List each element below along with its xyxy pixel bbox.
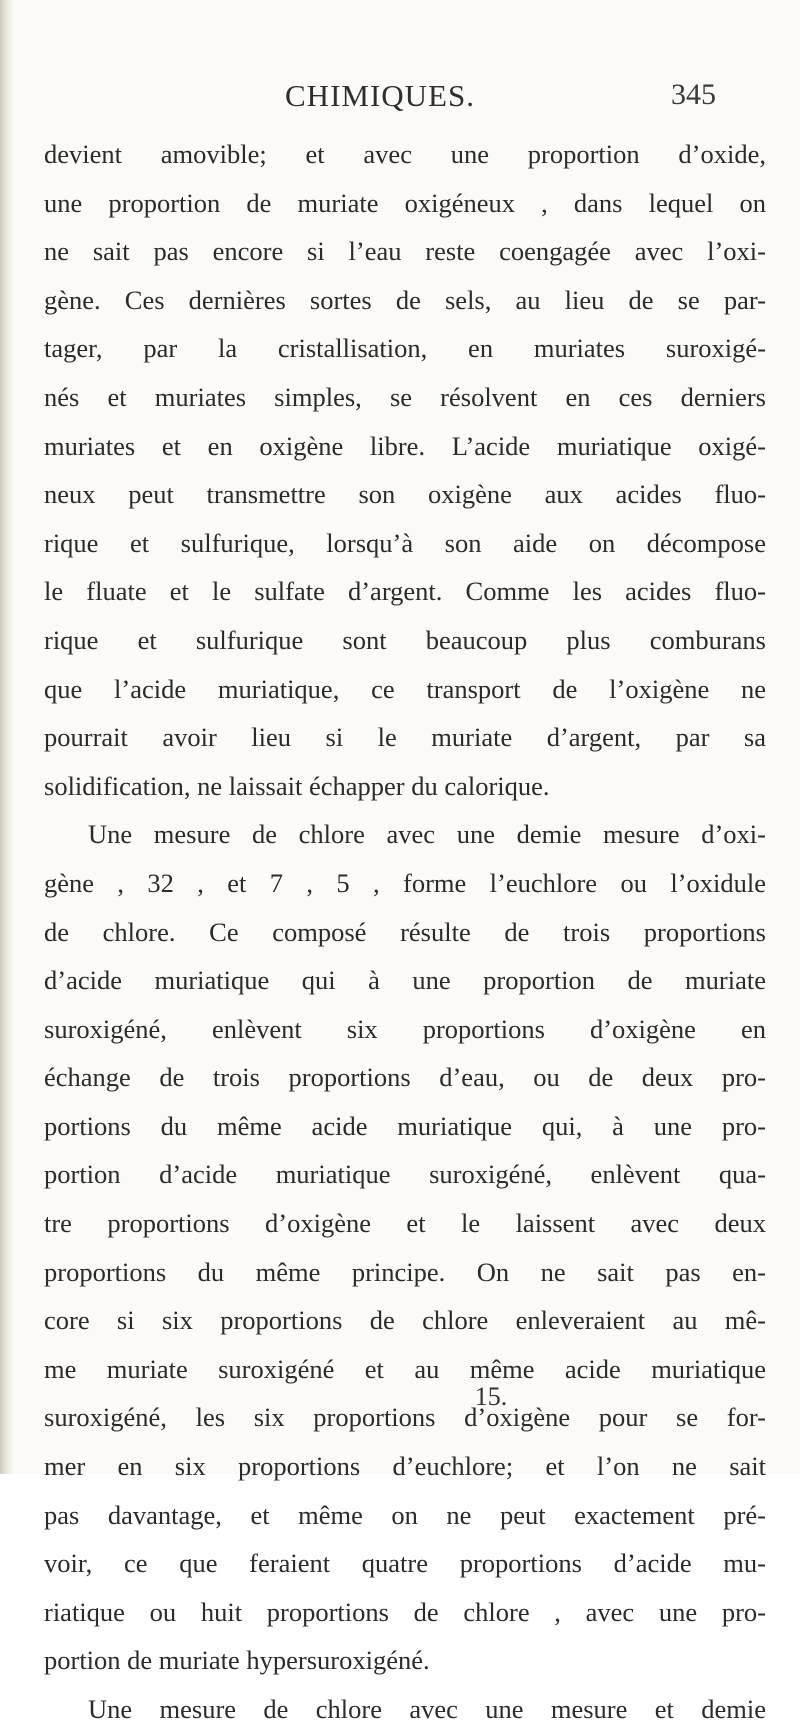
text-line: portion d’acide muriatique suroxigéné, enlèvent qua- (44, 1159, 766, 1190)
text-line: portions du même acide muriatique qui, à une pro- (44, 1110, 766, 1141)
text-line: gène. Ces dernières sortes de sels, au lieu de se par- (44, 284, 766, 315)
text-line: tre proportions d’oxigène et le laissent avec deux (44, 1208, 766, 1239)
text-line: de chlore. Ce composé résulte de trois proportions (44, 916, 766, 947)
text-line: ne sait pas encore si l’eau reste coengagée avec l’oxi- (44, 236, 766, 267)
text-line: mer en six proportions d’euchlore; et l’on ne sait (44, 1451, 766, 1482)
text-line: une proportion de muriate oxigéneux , dans lequel on (44, 187, 766, 218)
page-gutter-shadow (0, 0, 14, 1474)
text-line: Une mesure de chlore avec une mesure et demie (88, 1694, 766, 1724)
text-line: muriates et en oxigène libre. L’acide muriatique oxigé- (44, 430, 766, 461)
text-line: pourrait avoir lieu si le muriate d’argent, par sa (44, 722, 766, 753)
text-line: d’acide muriatique qui à une proportion de muriate (44, 965, 766, 996)
text-line: tager, par la cristallisation, en muriates suroxigé- (44, 333, 766, 364)
text-line: riatique ou huit proportions de chlore , avec une pro- (44, 1596, 766, 1627)
text-line: nés et muriates simples, se résolvent en ces derniers (44, 381, 766, 412)
running-head (0, 78, 800, 118)
text-line: voir, ce que feraient quatre proportions d’acide mu- (44, 1548, 766, 1579)
text-line: core si six proportions de chlore enleveraient au mê- (44, 1305, 766, 1336)
text-line: pas davantage, et même on ne peut exactement pré- (44, 1499, 766, 1530)
text-line: portion de muriate hypersuroxigéné. (44, 1645, 430, 1676)
text-line: suroxigéné, enlèvent six proportions d’oxigène en (44, 1013, 766, 1044)
text-line: me muriate suroxigéné et au même acide muriatique (44, 1353, 766, 1384)
text-line: échange de trois proportions d’eau, ou de deux pro- (44, 1062, 766, 1093)
page-number: 345 (671, 78, 716, 111)
text-line: solidification, ne laissait échapper du calorique. (44, 770, 550, 801)
text-line: proportions du même principe. On ne sait pas en- (44, 1256, 766, 1287)
text-line: gène , 32 , et 7 , 5 , forme l’euchlore ou l’oxidule (44, 867, 766, 898)
text-line: suroxigéné, les six proportions d’oxigène pour se for- (44, 1402, 766, 1433)
text-line: devient amovible; et avec une proportion d’oxide, (44, 139, 766, 169)
text-line: rique et sulfurique sont beaucoup plus comburans (44, 624, 766, 655)
text-line: que l’acide muriatique, ce transport de l’oxigène ne (44, 673, 766, 704)
text-line: Une mesure de chlore avec une demie mesure d’oxi- (88, 819, 766, 850)
signature-mark: 15. (474, 1382, 508, 1411)
running-title: CHIMIQUES. (285, 78, 475, 113)
text-line: rique et sulfurique, lorsqu’à son aide on décompose (44, 527, 766, 558)
body-text (44, 130, 766, 1734)
text-line: neux peut transmettre son oxigène aux acides fluo- (44, 479, 766, 510)
text-line: le fluate et le sulfate d’argent. Comme les acides fluo- (44, 576, 766, 607)
